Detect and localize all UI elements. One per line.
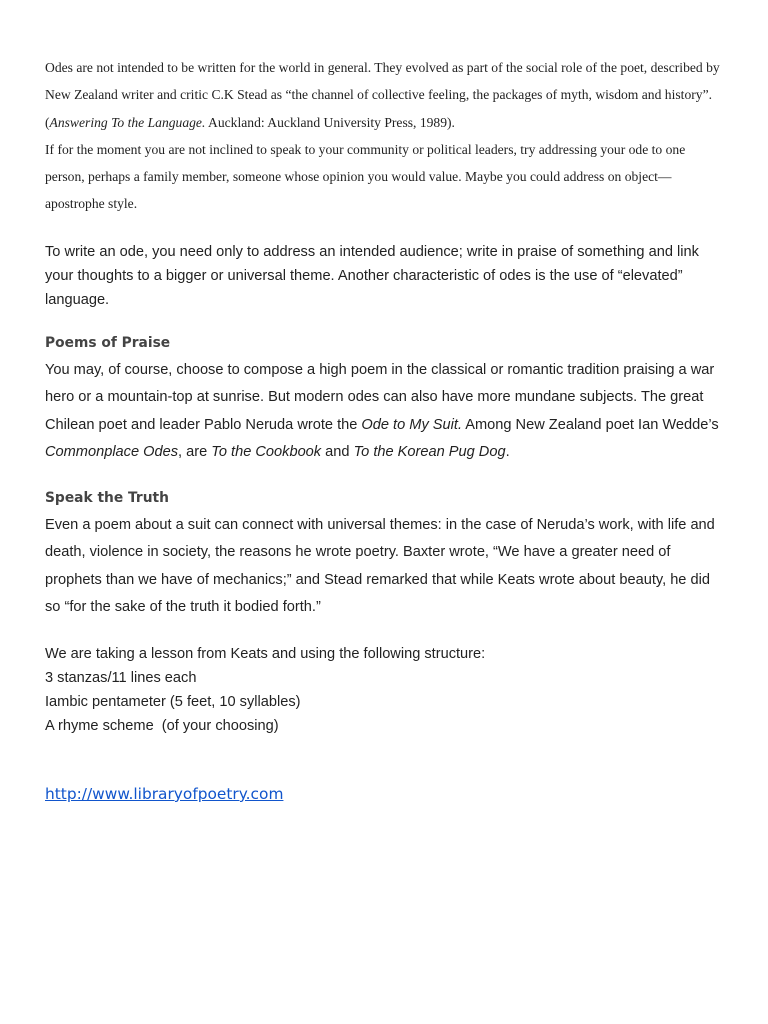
commonplace-odes-title: Commonplace Odes bbox=[45, 443, 179, 460]
structure-item-rhyme: A rhyme scheme (of your choosing) bbox=[45, 718, 279, 734]
structure-lead: We are taking a lesson from Keats and using the following structure: bbox=[45, 646, 486, 662]
poems-of-praise-heading: Poems of Praise bbox=[45, 335, 171, 351]
citation-text: Auckland: Auckland University Press, 1989). bbox=[205, 114, 455, 130]
ode-definition-paragraph: To write an ode, you need only to address an intended audience; write in praise of something and link your thoughts to a bigger or universal theme. Another characteristic of odes is the use of “elevated” language. bbox=[45, 244, 699, 308]
speak-the-truth-heading: Speak the Truth bbox=[45, 490, 169, 506]
ode-to-my-suit-title: Ode to My Suit. bbox=[361, 416, 462, 433]
to-the-cookbook-title: To the Cookbook bbox=[211, 443, 322, 460]
ode-origin-text: Odes are not intended to be written for the world in general. They evolved as part of the social role of the poet, described by New Zealand writer and critic C.K Stead as “the channel of collective feeling, the packages of myth, wisdom and history”. ( bbox=[45, 60, 720, 130]
poems-of-praise-paragraph: You may, of course, choose to compose a high poem in the classical or romantic tradition praising a war hero or a mountain-top at sunrise. But modern odes can also have more mundane subjects. The great Chilean poet and leader Pablo Neruda wrote the Ode to My Suit. Among New Zealand poet Ian Wedde’s Commonplace Odes, are To the Cookbook and To the Korean Pug Dog. bbox=[45, 362, 719, 460]
speak-the-truth-paragraph: Even a poem about a suit can connect with universal themes: in the case of Neruda’s work, with life and death, violence in society, the reasons he wrote poetry. Baxter wrote, “We have a greater need of prophets than we have of mechanics;” and Stead remarked that while Keats wrote about beauty, he did so “for the sake of the truth it bodied forth.” bbox=[45, 517, 715, 615]
intro-serif-section bbox=[45, 54, 725, 218]
structure-item-stanzas: 3 stanzas/11 lines each bbox=[45, 670, 197, 686]
library-of-poetry-link[interactable]: http://www.libraryofpoetry.com bbox=[45, 785, 284, 803]
ode-origin-paragraph bbox=[45, 54, 725, 136]
to-the-korean-pug-dog-title: To the Korean Pug Dog bbox=[353, 443, 506, 460]
book-title: Answering To the Language. bbox=[49, 114, 206, 130]
structure-item-meter: Iambic pentameter (5 feet, 10 syllables) bbox=[45, 694, 301, 710]
structure-list bbox=[45, 642, 725, 738]
address-paragraph: If for the moment you are not inclined to speak to your community or political leaders, try addressing your ode to one person, perhaps a family member, someone whose opinion you would value. Maybe you could address on object—apostrophe style. bbox=[45, 141, 686, 212]
